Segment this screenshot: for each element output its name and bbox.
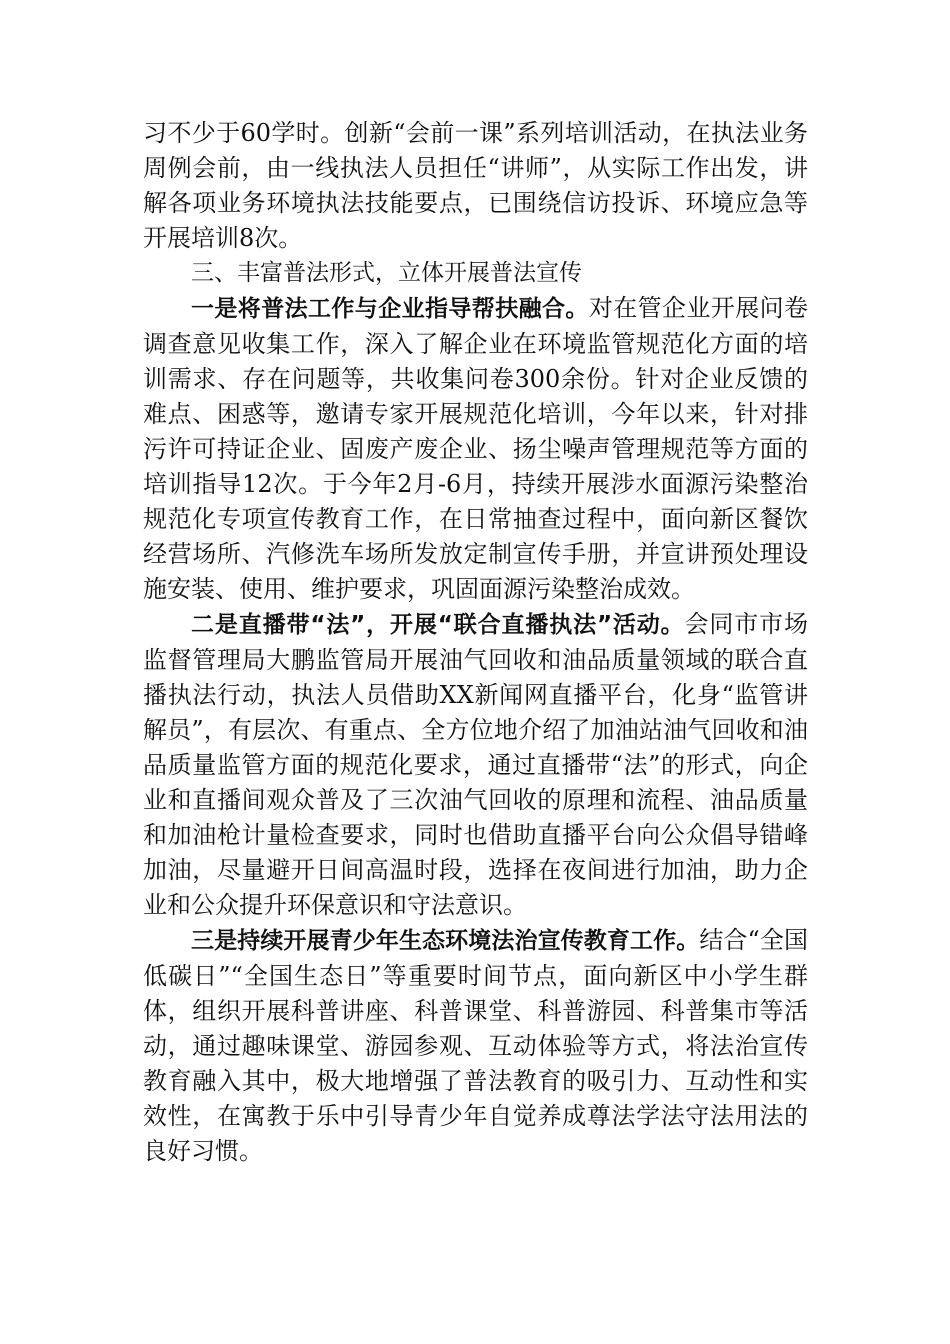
paragraph-3	[143, 923, 808, 1169]
paragraph-text: 习不少于60学时。创新“会前一课”系列培训活动，在执法业务周例会前，由一线执法人员担任“讲师”，从实际工作出发，讲解各项业务环境执法技能要点，已围绕信访投诉、环境应急等开展培训8次。	[143, 119, 808, 252]
section-heading	[143, 256, 808, 291]
paragraph-continuation	[143, 116, 808, 256]
paragraph-lead: 一是将普法工作与企业指导帮扶融合。	[191, 296, 589, 322]
document-page	[143, 116, 808, 1169]
paragraph-lead: 二是直播带“法”，开展“联合直播执法”活动。	[191, 612, 685, 638]
paragraph-text: 会同市市场监督管理局大鹏监管局开展油气回收和油品质量领域的联合直播执法行动，执法人员借助XX新闻网直播平台，化身“监管讲解员”，有层次、有重点、全方位地介绍了加油站油气回收和油品质量监管方面的规范化要求，通过直播带“法”的形式，向企业和直播间观众普及了三次油气回收的原理和流程、油品质量和加油枪计量检查要求，同时也借助直播平台向公众倡导错峰加油，尽量避开日间高温时段，选择在夜间进行加油，助力企业和公众提升环保意识和守法意识。	[143, 610, 808, 919]
paragraph-1	[143, 291, 808, 607]
paragraph-text: 对在管企业开展问卷调查意见收集工作，深入了解企业在环境监管规范化方面的培训需求、存在问题等，共收集问卷300余份。针对企业反馈的难点、困惑等，邀请专家开展规范化培训，今年以来，针对排污许可持证企业、固废产废企业、扬尘噪声管理规范等方面的培训指导12次。于今年2月-6月，持续开展涉水面源污染整治规范化专项宣传教育工作，在日常抽查过程中，面向新区餐饮经营场所、汽修洗车场所发放定制宣传手册，并宣讲预处理设施安装、使用、维护要求，巩固面源污染整治成效。	[143, 294, 809, 603]
section-heading-text: 三、丰富普法形式，立体开展普法宣传	[191, 260, 582, 286]
paragraph-2	[143, 607, 808, 923]
paragraph-text: 结合“全国低碳日”“全国生态日”等重要时间节点，面向新区中小学生群体，组织开展科普讲座、科普课堂、科普游园、科普集市等活动，通过趣味课堂、游园参观、互动体验等方式，将法治宣传教育融入其中，极大地增强了普法教育的吸引力、互动性和实效性，在寓教于乐中引导青少年自觉养成尊法学法守法用法的良好习惯。	[143, 926, 809, 1165]
paragraph-lead: 三是持续开展青少年生态环境法治宣传教育工作。	[191, 928, 700, 954]
